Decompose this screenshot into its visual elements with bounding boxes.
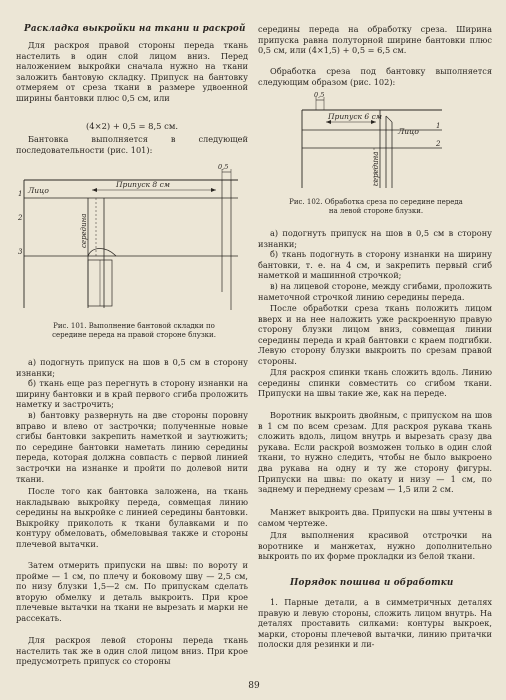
figure-101-caption: Рис. 101. Выполнение бантовой складки по середине переда на правой стороне блузки.: [52, 322, 216, 339]
fig102-label-middle: середина: [372, 151, 380, 186]
right-item-b: б) ткань подогнуть в сторону изнанки на ширину бантовки, т. е. на 4 см, и закрепить первый сгиб наметкой и машинной строчкой;: [258, 249, 492, 281]
formula-allowance: (4×2) + 0,5 = 8,5 см.: [85, 121, 179, 131]
figure-102-caption: Рис. 102. Обработка среза по середине переда на левой стороне блузки.: [289, 198, 463, 215]
fig102-mark-2: 2: [436, 140, 441, 148]
right-paragraph-5: Воротник выкроить двойным, с припуском на шов в 1 см по всем срезам. Для раскроя рукава ткань сложить вдоль, лицом внутрь и вырезать сразу два рукава. Если раскрой возможен только в один слой ткани, то нужно следить, чтобы не было выкроено два рукава на одну и ту же сторону фигуры. Припуски на швы: по окату и низу — 1 см, по заднему и переднему срезам — 1,5 или 2 см.: [258, 410, 492, 495]
right-item-a: а) подогнуть припуск на шов в 0,5 см в сторону изнанки;: [258, 228, 492, 249]
fig101-dim-top: 0,5: [218, 163, 229, 171]
left-paragraph-1: Для раскроя правой стороны переда ткань настелить в один слой лицом вниз. Перед наложением выкройки сначала нужно на ткани заложить бантовую складку. Припуск на бантовку отмеряем от среза ткани в размере удвоенной ширины бантовки плюс 0,5 см, или: [16, 40, 248, 103]
section-heading-layout: Раскладка выкройки на ткани и раскрой: [24, 24, 246, 34]
fig102-mark-1: 1: [436, 122, 441, 130]
left-paragraph-3: После того как бантовка заложена, на ткань накладываю выкройку переда, совмещая линию середины на выкройке с линией середины бантовки. Выкройку приколоть к ткани булавками и по контуру обмеловать, обмеловывая также и стороны плечевой вытачки.: [16, 486, 248, 549]
right-paragraph-4: Для раскроя спинки ткань сложить вдоль. Линию середины спинки совместить со сгибом ткани. Припуски на швы такие же, как на переде.: [258, 367, 492, 399]
fig102-dim-top: 0,5: [314, 91, 325, 99]
fig101-label-allowance: Припуск 8 см: [116, 180, 170, 189]
right-item-v: в) на лицевой стороне, между сгибами, проложить наметочной строчкой линию середины переда.: [258, 281, 492, 302]
figure-102-diagram: [294, 88, 444, 188]
left-paragraph-2: Бантовка выполняется в следующей последовательности (рис. 101):: [16, 134, 248, 155]
page-number: 89: [248, 681, 260, 691]
fig102-label-allowance: Припуск 6 см: [328, 112, 382, 121]
right-paragraph-2: Обработка среза под бантовку выполняется следующим образом (рис. 102):: [258, 66, 492, 87]
fig101-mark-1: 1: [18, 190, 23, 198]
section-heading-sewing: Порядок пошива и обработки: [290, 578, 454, 588]
left-item-v: в) бантовку развернуть на две стороны поровну вправо и влево от застрочки; полученные новые сгибы бантовки закрепить наметкой и заутюжить; по середине бантовки наметать линию середины переда, которая должна совпасть с первой линией застрочки на изнанке и пройти по долевой нити ткани.: [16, 410, 248, 484]
fig101-mark-3: 3: [18, 248, 23, 256]
left-paragraph-5: Для раскроя левой стороны переда ткань настелить так же в один слой лицом вниз. При крое предусмотреть припуск со стороны: [16, 635, 248, 667]
fig101-mark-2: 2: [18, 214, 23, 222]
fig102-label-face: Лицо: [398, 127, 419, 136]
right-paragraph-3: После обработки среза ткань положить лицом вверх и на нее наложить уже раскроенную правую сторону блузки лицом вниз, совмещая линии середины переда и край бантовки с краем подгибки. Левую сторону блузки выкроить по срезам правой стороны.: [258, 303, 492, 366]
right-paragraph-7: Для выполнения красивой отстрочки на воротнике и манжетах, нужно дополнительно выкроить по их форме прокладки из белой ткани.: [258, 530, 492, 562]
fig101-label-middle: середина: [80, 213, 88, 248]
right-paragraph-1: середины переда на обработку среза. Ширина припуска равна полуторной ширине бантовки плюс 0,5 см, или (4×1,5) + 0,5 = 6,5 см.: [258, 24, 492, 56]
left-item-b: б) ткань еще раз перегнуть в сторону изнанки на ширину бантовки и в край первого сгиба проложить наметку и застрочить;: [16, 378, 248, 410]
fig101-label-face: Лицо: [28, 186, 49, 195]
figure-101-diagram: [16, 160, 248, 310]
right-paragraph-6: Манжет выкроить два. Припуски на швы учтены в самом чертеже.: [258, 507, 492, 528]
left-item-a: а) подогнуть припуск на шов в 0,5 см в сторону изнанки;: [16, 357, 248, 378]
left-paragraph-4: Затем отмерить припуски на швы: по вороту и пройме — 1 см, по плечу и боковому шву — 2,5 см, по низу блузки 1,5—2 см. По припускам сделать вторую обмелку и деталь выкроить. При крое плечевые вытачки на ткани не вырезать и марки не рассекать.: [16, 560, 248, 623]
right-paragraph-8: 1. Парные детали, а в симметричных деталях правую и левую стороны, сложить лицом внутрь. На деталях проставить силками: контуры выкроек, марки, стороны плечевой вытачки, линию притачки полоски для резинки и ли-: [258, 597, 492, 650]
